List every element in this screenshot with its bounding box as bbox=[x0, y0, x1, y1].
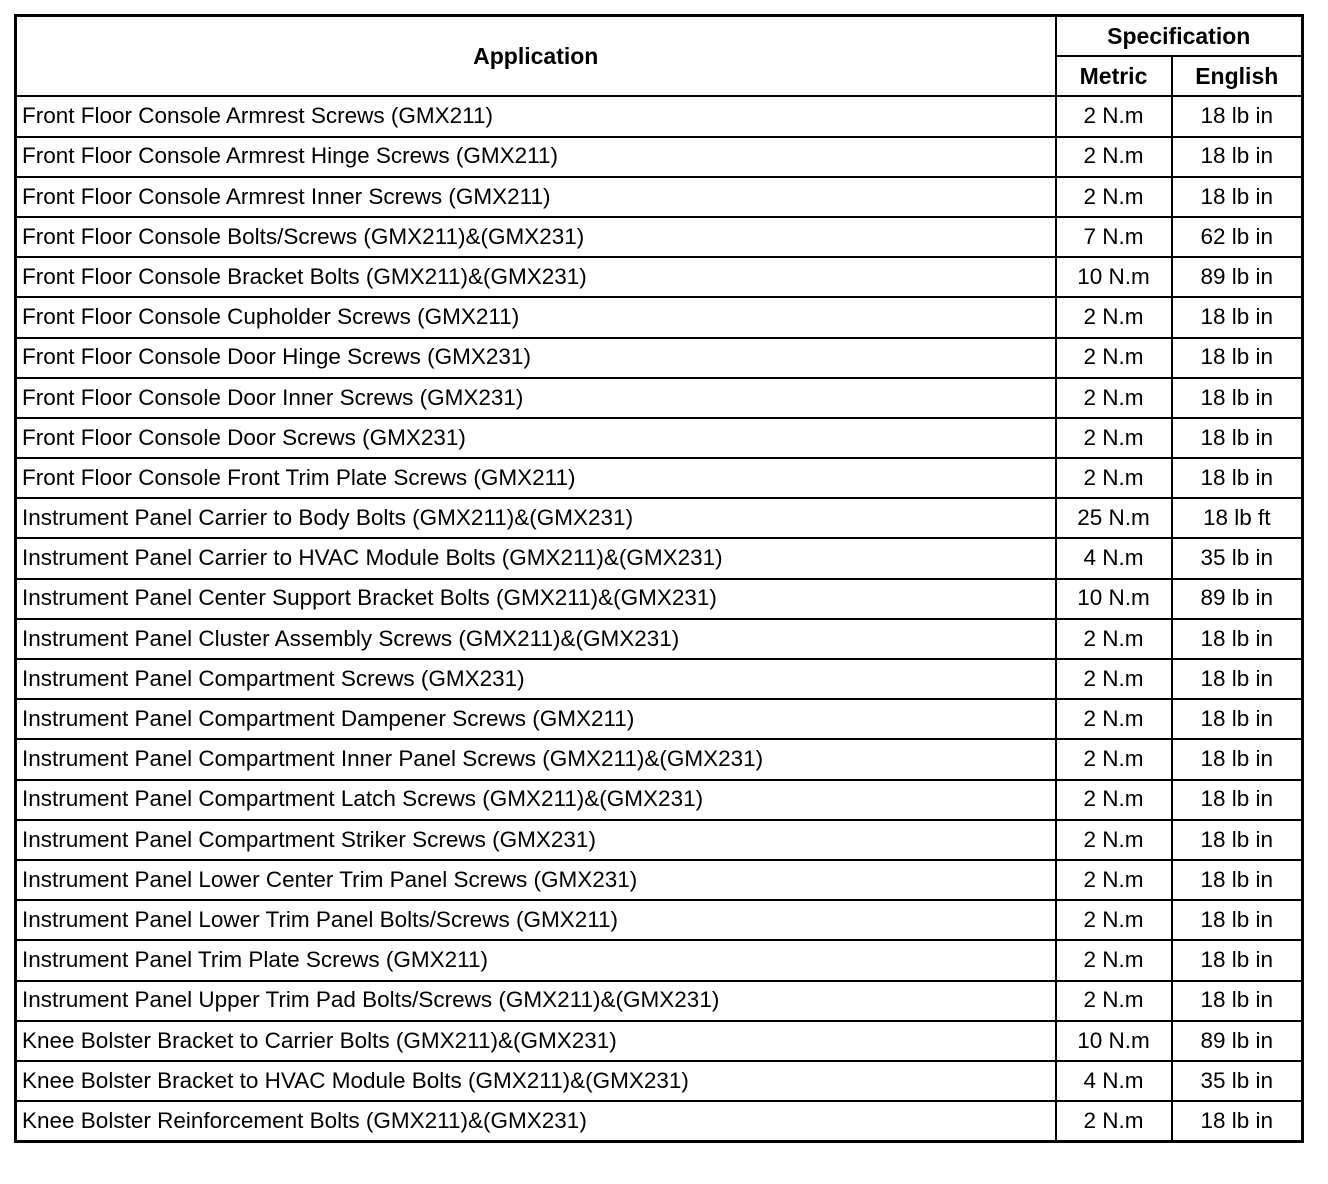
metric-cell: 2 N.m bbox=[1056, 297, 1172, 337]
english-header: English bbox=[1172, 56, 1303, 96]
english-cell: 18 lb in bbox=[1172, 699, 1303, 739]
metric-cell: 25 N.m bbox=[1056, 498, 1172, 538]
metric-cell: 2 N.m bbox=[1056, 96, 1172, 136]
application-cell: Instrument Panel Cluster Assembly Screws (GMX211)&(GMX231) bbox=[16, 619, 1056, 659]
english-cell: 18 lb in bbox=[1172, 820, 1303, 860]
metric-cell: 10 N.m bbox=[1056, 257, 1172, 297]
application-cell: Instrument Panel Lower Center Trim Panel Screws (GMX231) bbox=[16, 860, 1056, 900]
english-cell: 18 lb in bbox=[1172, 137, 1303, 177]
table-row bbox=[16, 659, 1303, 699]
application-cell: Instrument Panel Compartment Dampener Screws (GMX211) bbox=[16, 699, 1056, 739]
english-cell: 18 lb in bbox=[1172, 900, 1303, 940]
metric-header: Metric bbox=[1056, 56, 1172, 96]
english-cell: 18 lb in bbox=[1172, 659, 1303, 699]
table-row bbox=[16, 1021, 1303, 1061]
application-cell: Knee Bolster Bracket to Carrier Bolts (GMX211)&(GMX231) bbox=[16, 1021, 1056, 1061]
english-cell: 18 lb in bbox=[1172, 177, 1303, 217]
metric-cell: 2 N.m bbox=[1056, 1101, 1172, 1142]
table-row bbox=[16, 981, 1303, 1021]
english-cell: 18 lb in bbox=[1172, 338, 1303, 378]
table-row bbox=[16, 860, 1303, 900]
metric-cell: 2 N.m bbox=[1056, 860, 1172, 900]
table-row bbox=[16, 418, 1303, 458]
application-cell: Front Floor Console Armrest Screws (GMX211) bbox=[16, 96, 1056, 136]
application-cell: Instrument Panel Trim Plate Screws (GMX211) bbox=[16, 940, 1056, 980]
table-body bbox=[16, 96, 1303, 1141]
metric-cell: 4 N.m bbox=[1056, 538, 1172, 578]
table-row bbox=[16, 538, 1303, 578]
table-row bbox=[16, 338, 1303, 378]
table-row bbox=[16, 780, 1303, 820]
metric-cell: 2 N.m bbox=[1056, 739, 1172, 779]
table-row bbox=[16, 619, 1303, 659]
metric-cell: 4 N.m bbox=[1056, 1061, 1172, 1101]
application-cell: Front Floor Console Front Trim Plate Screws (GMX211) bbox=[16, 458, 1056, 498]
application-cell: Knee Bolster Bracket to HVAC Module Bolts (GMX211)&(GMX231) bbox=[16, 1061, 1056, 1101]
application-cell: Front Floor Console Armrest Hinge Screws (GMX211) bbox=[16, 137, 1056, 177]
application-cell: Knee Bolster Reinforcement Bolts (GMX211)&(GMX231) bbox=[16, 1101, 1056, 1142]
metric-cell: 2 N.m bbox=[1056, 699, 1172, 739]
metric-cell: 2 N.m bbox=[1056, 940, 1172, 980]
metric-cell: 10 N.m bbox=[1056, 1021, 1172, 1061]
english-cell: 18 lb in bbox=[1172, 780, 1303, 820]
english-cell: 18 lb in bbox=[1172, 860, 1303, 900]
application-cell: Instrument Panel Center Support Bracket Bolts (GMX211)&(GMX231) bbox=[16, 579, 1056, 619]
metric-cell: 2 N.m bbox=[1056, 780, 1172, 820]
table-row bbox=[16, 699, 1303, 739]
english-cell: 18 lb ft bbox=[1172, 498, 1303, 538]
english-cell: 18 lb in bbox=[1172, 458, 1303, 498]
application-cell: Front Floor Console Bracket Bolts (GMX211)&(GMX231) bbox=[16, 257, 1056, 297]
application-cell: Instrument Panel Lower Trim Panel Bolts/Screws (GMX211) bbox=[16, 900, 1056, 940]
english-cell: 18 lb in bbox=[1172, 940, 1303, 980]
application-cell: Front Floor Console Armrest Inner Screws (GMX211) bbox=[16, 177, 1056, 217]
application-cell: Instrument Panel Compartment Screws (GMX231) bbox=[16, 659, 1056, 699]
table-row bbox=[16, 177, 1303, 217]
table-row bbox=[16, 579, 1303, 619]
table-row bbox=[16, 498, 1303, 538]
metric-cell: 2 N.m bbox=[1056, 418, 1172, 458]
metric-cell: 2 N.m bbox=[1056, 137, 1172, 177]
header-row-top bbox=[16, 16, 1303, 57]
english-cell: 18 lb in bbox=[1172, 297, 1303, 337]
table-row bbox=[16, 137, 1303, 177]
specification-header: Specification bbox=[1056, 16, 1303, 57]
application-cell: Front Floor Console Cupholder Screws (GMX211) bbox=[16, 297, 1056, 337]
metric-cell: 2 N.m bbox=[1056, 458, 1172, 498]
table-row bbox=[16, 1061, 1303, 1101]
metric-cell: 2 N.m bbox=[1056, 820, 1172, 860]
application-cell: Front Floor Console Bolts/Screws (GMX211)&(GMX231) bbox=[16, 217, 1056, 257]
application-cell: Front Floor Console Door Screws (GMX231) bbox=[16, 418, 1056, 458]
english-cell: 35 lb in bbox=[1172, 1061, 1303, 1101]
application-cell: Instrument Panel Carrier to Body Bolts (GMX211)&(GMX231) bbox=[16, 498, 1056, 538]
english-cell: 35 lb in bbox=[1172, 538, 1303, 578]
english-cell: 18 lb in bbox=[1172, 418, 1303, 458]
metric-cell: 2 N.m bbox=[1056, 619, 1172, 659]
table-row bbox=[16, 940, 1303, 980]
metric-cell: 7 N.m bbox=[1056, 217, 1172, 257]
application-cell: Instrument Panel Carrier to HVAC Module Bolts (GMX211)&(GMX231) bbox=[16, 538, 1056, 578]
metric-cell: 2 N.m bbox=[1056, 659, 1172, 699]
metric-cell: 2 N.m bbox=[1056, 378, 1172, 418]
table-row bbox=[16, 297, 1303, 337]
table-row bbox=[16, 257, 1303, 297]
application-header: Application bbox=[16, 16, 1056, 97]
table-row bbox=[16, 900, 1303, 940]
fastener-specification-table bbox=[14, 14, 1304, 1143]
english-cell: 18 lb in bbox=[1172, 739, 1303, 779]
table-row bbox=[16, 820, 1303, 860]
application-cell: Front Floor Console Door Inner Screws (GMX231) bbox=[16, 378, 1056, 418]
english-cell: 18 lb in bbox=[1172, 378, 1303, 418]
english-cell: 89 lb in bbox=[1172, 579, 1303, 619]
table-row bbox=[16, 96, 1303, 136]
metric-cell: 10 N.m bbox=[1056, 579, 1172, 619]
table-row bbox=[16, 378, 1303, 418]
metric-cell: 2 N.m bbox=[1056, 338, 1172, 378]
english-cell: 89 lb in bbox=[1172, 1021, 1303, 1061]
english-cell: 62 lb in bbox=[1172, 217, 1303, 257]
metric-cell: 2 N.m bbox=[1056, 900, 1172, 940]
application-cell: Instrument Panel Compartment Inner Panel Screws (GMX211)&(GMX231) bbox=[16, 739, 1056, 779]
english-cell: 18 lb in bbox=[1172, 1101, 1303, 1142]
metric-cell: 2 N.m bbox=[1056, 981, 1172, 1021]
table-row bbox=[16, 458, 1303, 498]
application-cell: Instrument Panel Upper Trim Pad Bolts/Screws (GMX211)&(GMX231) bbox=[16, 981, 1056, 1021]
application-cell: Instrument Panel Compartment Striker Screws (GMX231) bbox=[16, 820, 1056, 860]
table-row bbox=[16, 739, 1303, 779]
table-header bbox=[16, 16, 1303, 97]
english-cell: 18 lb in bbox=[1172, 619, 1303, 659]
application-cell: Instrument Panel Compartment Latch Screws (GMX211)&(GMX231) bbox=[16, 780, 1056, 820]
english-cell: 18 lb in bbox=[1172, 981, 1303, 1021]
english-cell: 89 lb in bbox=[1172, 257, 1303, 297]
application-cell: Front Floor Console Door Hinge Screws (GMX231) bbox=[16, 338, 1056, 378]
english-cell: 18 lb in bbox=[1172, 96, 1303, 136]
table-row bbox=[16, 1101, 1303, 1142]
table-row bbox=[16, 217, 1303, 257]
metric-cell: 2 N.m bbox=[1056, 177, 1172, 217]
